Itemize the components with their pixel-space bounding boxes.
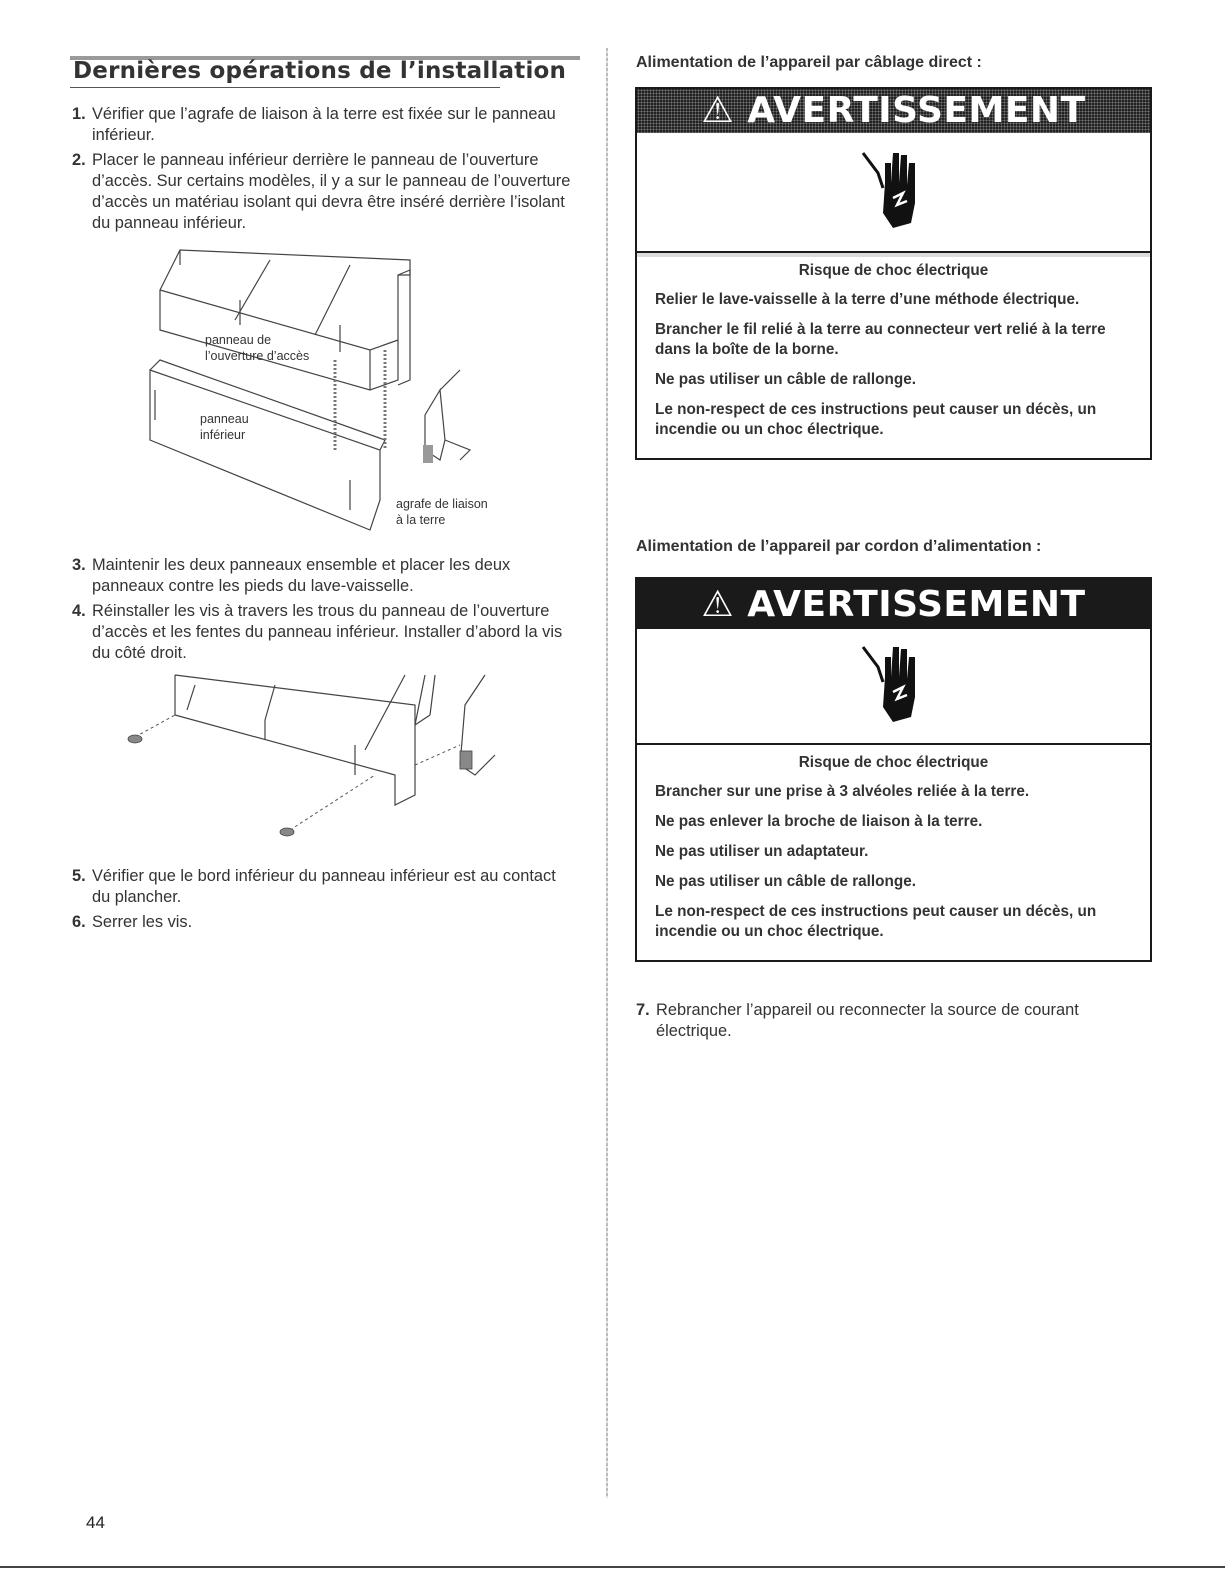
step-7 [636,1000,1096,1042]
electric-shock-hand-icon [853,637,933,737]
power-cord-heading: Alimentation de l’appareil par cordon d’alimentation : [636,538,1042,555]
bottom-rule [0,1566,1225,1568]
warning-line: Brancher le fil relié à la terre au connecteur vert relié à la terre dans la boîte de la borne. [655,321,1106,358]
warning-banner-text: AVERTISSEMENT [747,584,1086,625]
warning-title: Risque de choc électrique [798,754,989,771]
step-text: Serrer les vis. [92,913,193,931]
warning-line: Ne pas enlever la broche de liaison à la terre. [655,813,983,830]
warning-line: Le non-respect de ces instructions peut causer un décès, un incendie ou un choc électrique. [655,903,1097,940]
column-divider [606,48,608,1498]
step-1 [72,104,572,146]
step-text: Rebrancher l’appareil ou reconnecter la source de courant électrique. [656,1001,1079,1040]
step-text: Vérifier que le bord inférieur du panneau inférieur est au contact du plancher. [92,867,556,906]
warning-box-power-cord [635,577,1152,962]
step-3 [72,555,572,597]
label-clip-1: agrafe de liaison [396,497,488,511]
step-text: Placer le panneau inférieur derrière le panneau de l’ouverture d’accès. Sur certains modèles, il y a sur le panneau de l’ouverture d’accès un matériau isolant qui devra être inséré derrière l’isolant du panneau inférieur. [92,151,571,232]
step-number: 1. [72,105,86,123]
warning-line: Brancher sur une prise à 3 alvéoles reliée à la terre. [655,783,1030,800]
step-5 [72,866,572,908]
page-number: 44 [86,1513,105,1532]
step-text: Maintenir les deux panneaux ensemble et placer les deux panneaux contre les pieds du lave-vaisselle. [92,556,511,595]
step-number: 2. [72,151,86,169]
warning-line: Ne pas utiliser un câble de rallonge. [655,873,916,890]
step-number: 6. [72,913,86,931]
warning-line: Ne pas utiliser un câble de rallonge. [655,371,916,388]
step-text: Vérifier que l’agrafe de liaison à la terre est fixée sur le panneau inférieur. [92,105,556,144]
label-lower-panel-1: panneau [200,412,249,426]
title-underline [70,87,500,88]
warning-box-direct-wiring [635,87,1152,460]
step-4 [72,601,572,664]
step-number: 3. [72,556,86,574]
step-number: 7. [636,1001,650,1019]
step-text: Réinstaller les vis à travers les trous du panneau de l’ouverture d’accès et les fentes du panneau inférieur. Installer d’abord la vis du côté droit. [92,602,563,662]
warning-triangle-icon: ⚠ [701,584,735,625]
warning-banner [637,89,1150,133]
warning-line: Relier le lave-vaisselle à la terre d’une méthode électrique. [655,291,1080,308]
panel-assembly-illustration [140,240,520,540]
warning-triangle-icon: ⚠ [701,90,735,131]
step-number: 5. [72,867,86,885]
icon-row [637,629,1150,745]
warning-banner [637,579,1150,629]
label-access-panel-1: panneau de [205,333,272,347]
icon-row [637,133,1150,253]
label-access-panel-2: l’ouverture d’accès [205,349,310,363]
warning-banner-text: AVERTISSEMENT [747,90,1086,131]
step-number: 4. [72,602,86,620]
step-6 [72,912,572,933]
warning-title: Risque de choc électrique [798,262,989,279]
screw-installation-illustration [115,665,515,845]
label-lower-panel-2: inférieur [200,428,246,442]
label-clip-2: à la terre [396,513,446,527]
warning-line: Le non-respect de ces instructions peut causer un décès, un incendie ou un choc électrique. [655,401,1097,438]
electric-shock-hand-icon [853,143,933,243]
section-title: Dernières opérations de l’installation [73,58,567,84]
step-2 [72,150,572,234]
warning-line: Ne pas utiliser un adaptateur. [655,843,869,860]
direct-wiring-heading: Alimentation de l’appareil par câblage direct : [636,54,982,71]
